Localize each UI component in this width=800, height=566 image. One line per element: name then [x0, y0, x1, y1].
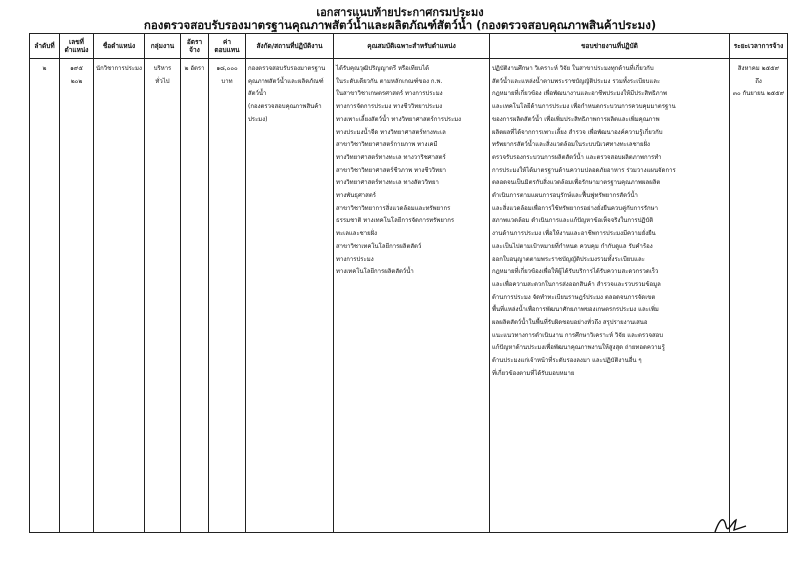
office-line: กองตรวจสอบรับรองมาตรฐาน [248, 65, 326, 72]
qualification-line: ทางการประมง [336, 255, 374, 263]
qualification-line: สาขาวิชาเทคโนโลยีการผลิตสัตว์ [336, 242, 422, 250]
cell-no: ๒ [30, 59, 60, 533]
position-no-1: ๑๙๕ [70, 65, 83, 72]
scope-line: ด้านประมงแก่เจ้าหน้าที่ระดับรองลงมา และปฏิบัติงานอื่น ๆ [492, 357, 642, 365]
qualification-line: ทางเพาะเลี้ยงสัตว์น้ำ ทางวิทยาศาสตร์การประมง [336, 115, 462, 123]
scope-line: และเป็นไปตามเป้าหมายที่กำหนด ควบคุม กำกับดูแล รับคำร้อง [492, 242, 653, 250]
cell-pay: ๑๘,๐๐๐ บาท [209, 59, 246, 533]
qualification-line: ทางการจัดการประมง ทางชีววิทยาประมง [336, 103, 443, 111]
scope-line: กฎหมายที่เกี่ยวข้องเพื่อให้ผู้ได้รับบริการได้รับความสะดวกรวดเร็ว [492, 268, 659, 276]
table-header-row [30, 34, 788, 59]
cell-office [246, 59, 334, 533]
position-table [29, 33, 788, 533]
office-line: (กองตรวจสอบคุณภาพสินค้า [248, 103, 322, 111]
period-to: ถึง [755, 77, 762, 85]
qualification-line: ทางวิทยาศาสตร์ทางทะเล ทางวาริชศาสตร์ [336, 153, 446, 161]
position-no-2: ๒๐๒ [70, 77, 83, 85]
document-header: เอกสารแนบท้ายประกาศกรมประมง [316, 6, 484, 19]
qualification-line: ทางประมงน้ำจืด ทางวิทยาศาสตร์ทางทะเล [336, 128, 446, 136]
scope-line: พื้นที่แหล่งน้ำเพื่อการพัฒนาศักยภาพของเกษตรกรประมง และเพิ่ม [492, 306, 659, 314]
scope-line: ของการผลิตสัตว์น้ำ เพื่อเพิ่มประสิทธิภาพการผลิตและเพิ่มคุณภาพ [492, 115, 660, 123]
cell-qualification [334, 59, 490, 533]
scope-line: ตรวจรับรองกระบวนการผลิตสัตว์น้ำ และตรวจสอบผลิตภาพการทำ [492, 153, 662, 161]
scope-line: ผลผลิตสัตว์น้ำในพื้นที่รับผิดชอบอย่างทั่วถึง สรุปรายงานเสนอ [492, 319, 648, 327]
scope-line: ออกใบอนุญาตตามพระราชบัญญัติประมงรวมทั้งระเบียบและ [492, 255, 645, 263]
qualification-line: ทางเทคโนโลยีการผลิตสัตว์น้ำ [336, 268, 414, 276]
qualification-line: สาขาวิชาวิทยาศาสตร์ชีวภาพ ทางชีววิทยา [336, 166, 447, 174]
division-title: กองตรวจสอบรับรองมาตรฐานคุณภาพสัตว์น้ำและผลิตภัณฑ์สัตว์น้ำ (กองตรวจสอบคุณภาพสินค้าประมง) [143, 18, 657, 32]
col-header-pay: ค่าตอบแทน [209, 34, 246, 59]
scope-line: ดำเนินการตามแผนการอนุรักษ์และฟื้นฟูทรัพยากรสัตว์น้ำ [492, 192, 638, 200]
col-header-position-no: เลขที่ตำแหน่ง [60, 34, 94, 59]
scope-line: ที่เกี่ยวข้องตามที่ได้รับมอบหมาย [492, 369, 575, 377]
scope-line: งานด้านการประมง เพื่อให้งานและอาชีพการประมงมีความยั่งยืน [492, 230, 656, 238]
qualification-line: ในระดับเดียวกัน ตามหลักเกณฑ์ของ ก.พ. [336, 77, 443, 85]
scope-line: แก้ปัญหาด้านประมงเพื่อพัฒนาคุณภาพงานให้สูงสุด ถ่ายทอดความรู้ [492, 344, 665, 352]
qualification-line: ทางพันธุศาสตร์ [336, 192, 376, 200]
period-start: สิงหาคม ๒๕๕๙ [737, 65, 780, 72]
table-row [30, 59, 788, 533]
scope-line: การประมงให้ได้มาตรฐานด้านความปลอดภัยอาหาร ร่วมวางแผนจัดการ [492, 166, 676, 174]
qualification-line: สาขาวิชาวิทยาการสิ่งแวดล้อมและทรัพยากร [336, 204, 451, 212]
cell-title: นักวิชาการประมง [94, 59, 145, 533]
scope-line: ตลอดจนเป็นมิตรกับสิ่งแวดล้อมเพื่อรักษามาตรฐานคุณภาพผลผลิต [492, 179, 661, 187]
office-line: คุณภาพสัตว์น้ำและผลิตภัณฑ์ [248, 77, 324, 85]
col-header-no: ลำดับที่ [30, 34, 60, 59]
cell-group: บริหารทั่วไป [145, 59, 181, 533]
cell-rate: ๒ อัตรา [181, 59, 209, 533]
col-header-title: ชื่อตำแหน่ง [94, 34, 145, 59]
cell-scope [490, 59, 730, 533]
col-header-scope: ขอบข่ายงานที่ปฏิบัติ [490, 34, 730, 59]
scope-line: ทรัพยากรสัตว์น้ำและสิ่งแวดล้อมในระบบนิเวศทางทะเลชายฝั่ง [492, 141, 650, 149]
scope-line: และเพื่อความสะดวกในการส่งออกสินค้า สำรวจและรวบรวมข้อมูล [492, 280, 661, 288]
col-header-office: สังกัด/สถานที่ปฏิบัติงาน [246, 34, 334, 59]
scope-line: และสิ่งแวดล้อมเพื่อการใช้ทรัพยากรอย่างยั่งยืนควบคู่กับการรักษา [492, 204, 658, 212]
cell-position-no [60, 59, 94, 533]
scope-line: สัตว์น้ำและแหล่งน้ำตามพระราชบัญญัติประมง รวมทั้งระเบียบและ [492, 77, 661, 85]
scope-line: ด้านการประมง จัดทำทะเบียนราษฎร์ประมง ตลอดจนการจัดเขต [492, 293, 656, 301]
col-header-rate: อัตราจ้าง [181, 34, 209, 59]
cell-period [730, 59, 788, 533]
col-header-period: ระยะเวลาการจ้าง [730, 34, 788, 59]
scope-line: ผลิตผลที่ได้จากการเพาะเลี้ยง สำรวจ เพื่อพัฒนาองค์ความรู้เกี่ยวกับ [492, 128, 663, 136]
qualification-line: ธรรมชาติ ทางเทคโนโลยีการจัดการทรัพยากร [336, 217, 455, 225]
scope-line: กฎหมายที่เกี่ยวข้อง เพื่อพัฒนางานและอาชีพประมงให้มีประสิทธิภาพ [492, 90, 667, 98]
scope-line: สภาพแวดล้อม ดำเนินการและแก้ปัญหาข้อเท็จจริงในการปฏิบัติ [492, 217, 654, 225]
qualification-line: ได้รับคุณวุฒิปริญญาตรี หรือเทียบได้ [336, 65, 429, 72]
col-header-qualification: คุณสมบัติเฉพาะสำหรับตำแหน่ง [334, 34, 490, 59]
signature-mark [712, 512, 752, 536]
qualification-line: ทางวิทยาศาสตร์ทางทะเล ทางสัตววิทยา [336, 179, 439, 187]
office-line: ประมง) [248, 115, 268, 123]
qualification-line: สาขาวิชาวิทยาศาสตร์กายภาพ ทางเคมี [336, 141, 438, 149]
scope-line: และเทคโนโลยีด้านการประมง เพื่อกำหนดกระบวนการควบคุมมาตรฐาน [492, 103, 676, 111]
scope-line: ปฏิบัติงานศึกษา วิเคราะห์ วิจัย ในสาขาประมงทุกด้านที่เกี่ยวกับ [492, 65, 654, 72]
qualification-line: ในสาขาวิชาเกษตรศาสตร์ ทางการประมง [336, 90, 443, 98]
office-line: สัตว์น้ำ [248, 90, 267, 98]
qualification-line: ทะเลและชายฝั่ง [336, 230, 378, 238]
scope-line: แนะแนวทางการดำเนินงาน การศึกษาวิเคราะห์ วิจัย และตรวจสอบ [492, 331, 664, 339]
period-end: ๓๐ กันยายน ๒๕๕๙ [732, 90, 785, 98]
col-header-group: กลุ่มงาน [145, 34, 181, 59]
